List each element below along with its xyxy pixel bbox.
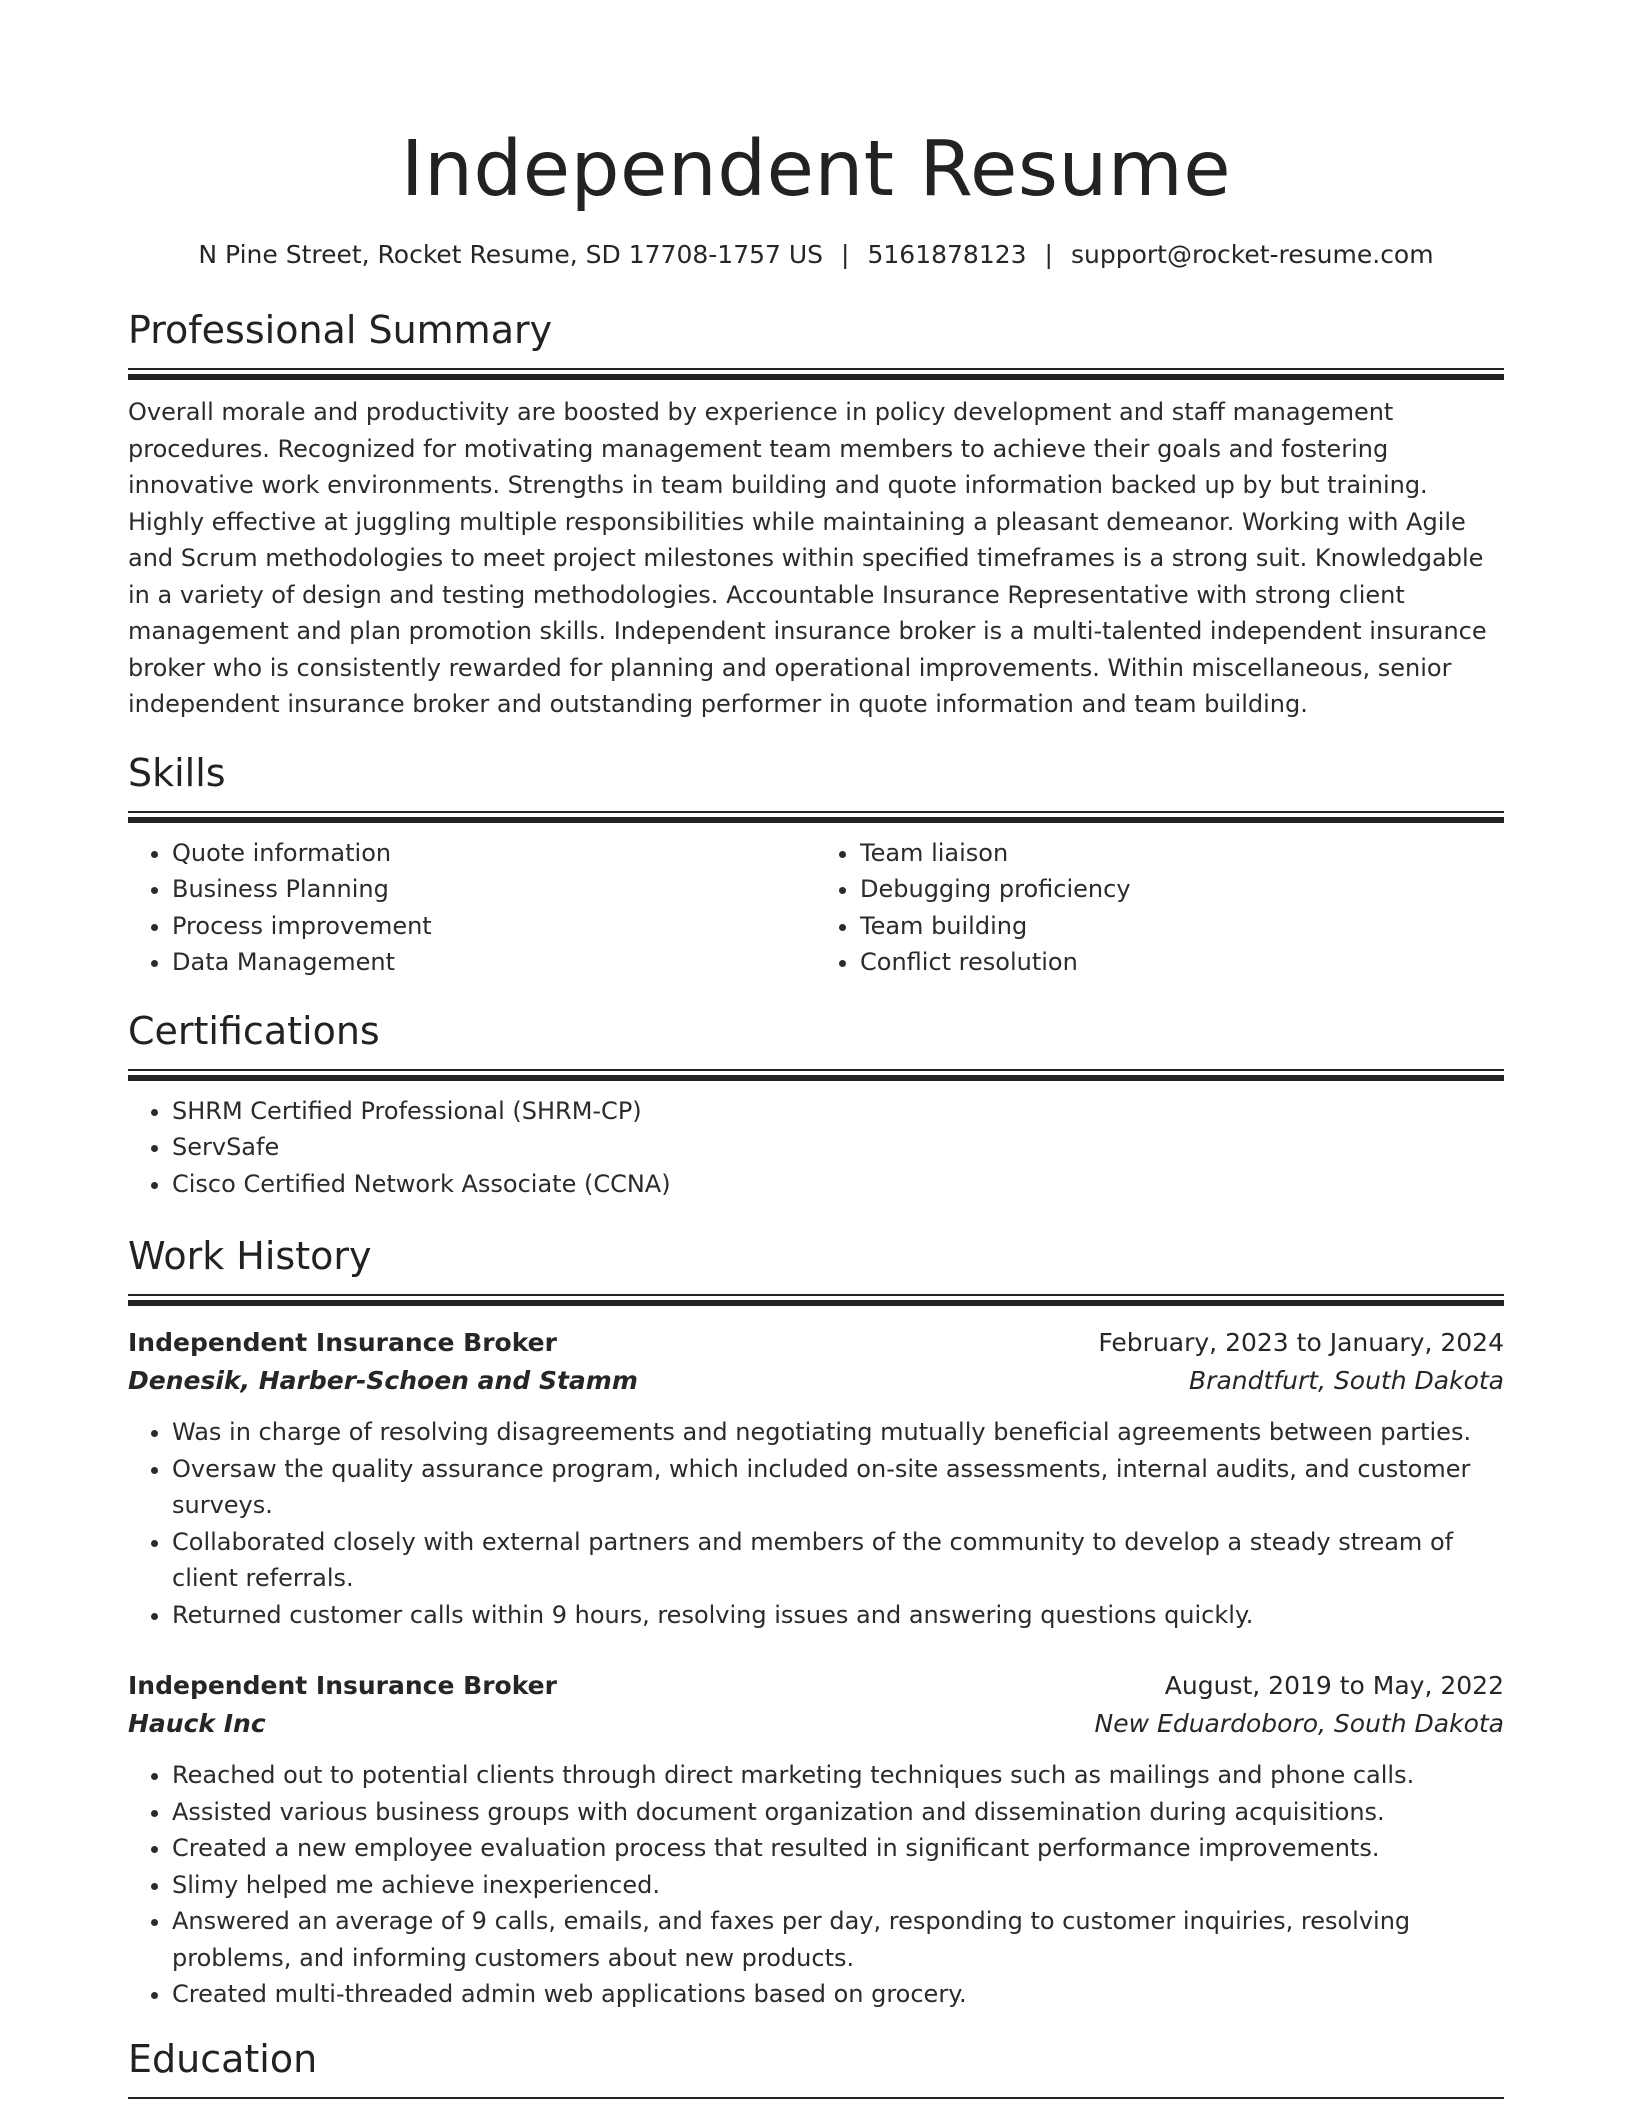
education-section [128, 2035, 1504, 2099]
skill-item: • Business Planning [172, 871, 816, 908]
job-bullet: • Created a new employee evaluation process that resulted in significant performance improvements. [172, 1830, 1504, 1867]
skills-list-right [816, 835, 1504, 981]
job-bullets [128, 1757, 1504, 2013]
job-bullet: • Created multi-threaded admin web applications based on grocery. [172, 1976, 1504, 2013]
section-heading: Professional Summary [128, 308, 553, 352]
certification-item: • ServSafe [172, 1129, 1504, 1166]
certification-item: • SHRM Certified Professional (SHRM-CP) [172, 1093, 1504, 1130]
contact-address: N Pine Street, Rocket Resume, SD 17708-1757 US [198, 240, 824, 269]
job-dates: February, 2023 to January, 2024 [1098, 1328, 1504, 1357]
skill-item: • Data Management [172, 944, 816, 981]
section-heading: Certifications [128, 1008, 380, 1053]
job-bullet: • Slimy helped me achieve inexperienced. [172, 1867, 1504, 1904]
section-divider [128, 2097, 1504, 2099]
job-bullet: • Reached out to potential clients through direct marketing techniques such as mailings and phone calls. [172, 1757, 1504, 1794]
section-heading: Skills [128, 750, 226, 795]
job-bullet: • Oversaw the quality assurance program, which included on-site assessments, internal audits, and customer surveys. [172, 1451, 1504, 1524]
work-history-section [128, 1232, 1504, 2013]
certifications-section [128, 1007, 1504, 1203]
job-bullet: • Returned customer calls within 9 hours, resolving issues and answering questions quickly. [172, 1597, 1504, 1634]
resume-page [128, 120, 1504, 2099]
job-company-row [128, 1705, 1504, 1743]
resume-title: Independent Resume [400, 125, 1232, 214]
job-entry [128, 1667, 1504, 2013]
job-entry [128, 1324, 1504, 1633]
skill-item: • Conflict resolution [860, 944, 1504, 981]
job-bullet: • Collaborated closely with external partners and members of the community to develop a steady stream of client referrals. [172, 1524, 1504, 1597]
contact-line [128, 238, 1504, 272]
skills-section [128, 749, 1504, 981]
skill-item: • Debugging proficiency [860, 871, 1504, 908]
job-location: New Eduardoboro, South Dakota [1094, 1709, 1504, 1738]
contact-email[interactable]: support@rocket-resume.com [1070, 240, 1434, 269]
contact-separator: | [841, 240, 850, 269]
job-dates: August, 2019 to May, 2022 [1164, 1671, 1504, 1700]
skill-item: • Team building [860, 908, 1504, 945]
skill-item: • Team liaison [860, 835, 1504, 872]
job-company-row [128, 1362, 1504, 1400]
section-divider [128, 1294, 1504, 1306]
job-bullet: • Assisted various business groups with document organization and dissemination during acquisitions. [172, 1794, 1504, 1831]
certification-item: • Cisco Certified Network Associate (CCNA) [172, 1166, 1504, 1203]
contact-separator: | [1044, 240, 1053, 269]
skill-item: • Process improvement [172, 908, 816, 945]
section-divider [128, 1069, 1504, 1081]
skills-columns [128, 835, 1504, 981]
contact-phone: 5161878123 [867, 240, 1027, 269]
job-title: Independent Insurance Broker [128, 1328, 557, 1357]
job-company: Denesik, Harber-Schoen and Stamm [128, 1366, 638, 1395]
job-header-row [128, 1667, 1504, 1705]
job-title: Independent Insurance Broker [128, 1671, 557, 1700]
job-bullet: • Answered an average of 9 calls, emails, and faxes per day, responding to customer inquiries, resolving problems, and informing customers about new products. [172, 1903, 1504, 1976]
job-company: Hauck Inc [128, 1709, 266, 1738]
job-location: Brandtfurt, South Dakota [1189, 1366, 1504, 1395]
job-bullets [128, 1414, 1504, 1633]
section-divider [128, 811, 1504, 823]
summary-section [128, 306, 1504, 723]
skill-item: • Quote information [172, 835, 816, 872]
section-heading: Education [128, 2036, 318, 2081]
skills-list-left [128, 835, 816, 981]
summary-text: Overall morale and productivity are boosted by experience in policy development and staff management procedures. Recognized for motivating management team members to achieve their goals and fostering innovative work environments. Strengths in team building and quote information backed up by but training. Highly effective at juggling multiple responsibilities while maintaining a pleasant demeanor. Working with Agile and Scrum methodologies to meet project milestones within specified timeframes is a strong suit. Knowledgable in a variety of design and testing methodologies. Accountable Insurance Representative with strong client management and plan promotion skills. Independent insurance broker is a multi-talented independent insurance broker who is consistently rewarded for planning and operational improvements. Within miscellaneous, senior independent insurance broker and outstanding performer in quote information and team building. [128, 398, 1487, 718]
job-header-row [128, 1324, 1504, 1362]
certifications-list [128, 1093, 1504, 1203]
job-bullet: • Was in charge of resolving disagreements and negotiating mutually beneficial agreements between parties. [172, 1414, 1504, 1451]
section-divider [128, 368, 1504, 380]
section-heading: Work History [128, 1234, 372, 1278]
